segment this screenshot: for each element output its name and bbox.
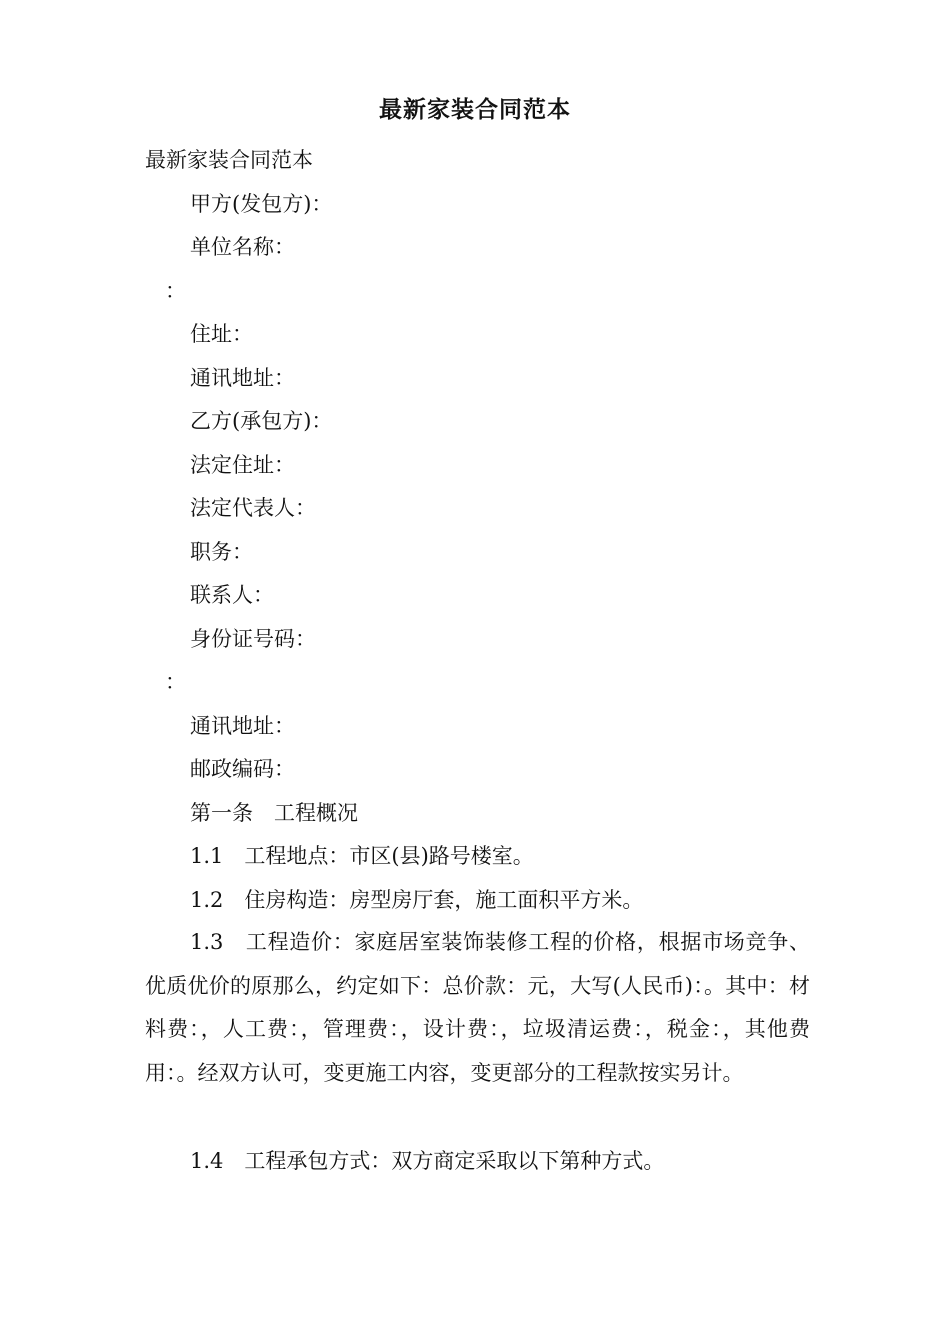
party-b-id-number: 身份证号码： <box>190 627 316 651</box>
document-title: 最新家装合同范本 <box>379 96 571 123</box>
article-1-item-1-3: 1.3 工程造价：家庭居室装饰装修工程的价格，根据市场竞争、优质优价的原那么，约定如下：总价款：元，大写(人民币)：。其中：材料费：，人工费：，管理费：，设计费：，垃圾清运费：，税金：，其他费用：。经双方认可，变更施工内容，变更部分的工程款按实另计。 <box>145 930 810 1085</box>
party-a-mail-address: 通讯地址： <box>190 366 295 390</box>
party-b-legal-address: 法定住址： <box>190 453 295 477</box>
article-1-heading: 第一条 工程概况 <box>190 801 358 825</box>
document-subtitle: 最新家装合同范本 <box>145 148 313 172</box>
party-a-unit-name: 单位名称： <box>190 235 295 259</box>
party-a-colon-line: ： <box>165 279 186 303</box>
article-1-item-1-2: 1.2 住房构造：房型房厅套，施工面积平方米。 <box>190 888 644 912</box>
article-1-item-1-4: 1.4 工程承包方式：双方商定采取以下第种方式。 <box>190 1149 665 1173</box>
party-b-postal-code: 邮政编码： <box>190 757 295 781</box>
party-a-label: 甲方(发包方)： <box>190 192 333 216</box>
party-b-legal-rep: 法定代表人： <box>190 496 316 520</box>
party-b-contact: 联系人： <box>190 583 274 607</box>
party-a-address: 住址： <box>190 322 253 346</box>
party-b-mail-address: 通讯地址： <box>190 714 295 738</box>
party-b-colon-line: ： <box>165 670 186 694</box>
article-1-item-1-1: 1.1 工程地点：市区(县)路号楼室。 <box>190 844 534 868</box>
party-b-label: 乙方(承包方)： <box>190 409 333 433</box>
party-b-position: 职务： <box>190 540 253 564</box>
